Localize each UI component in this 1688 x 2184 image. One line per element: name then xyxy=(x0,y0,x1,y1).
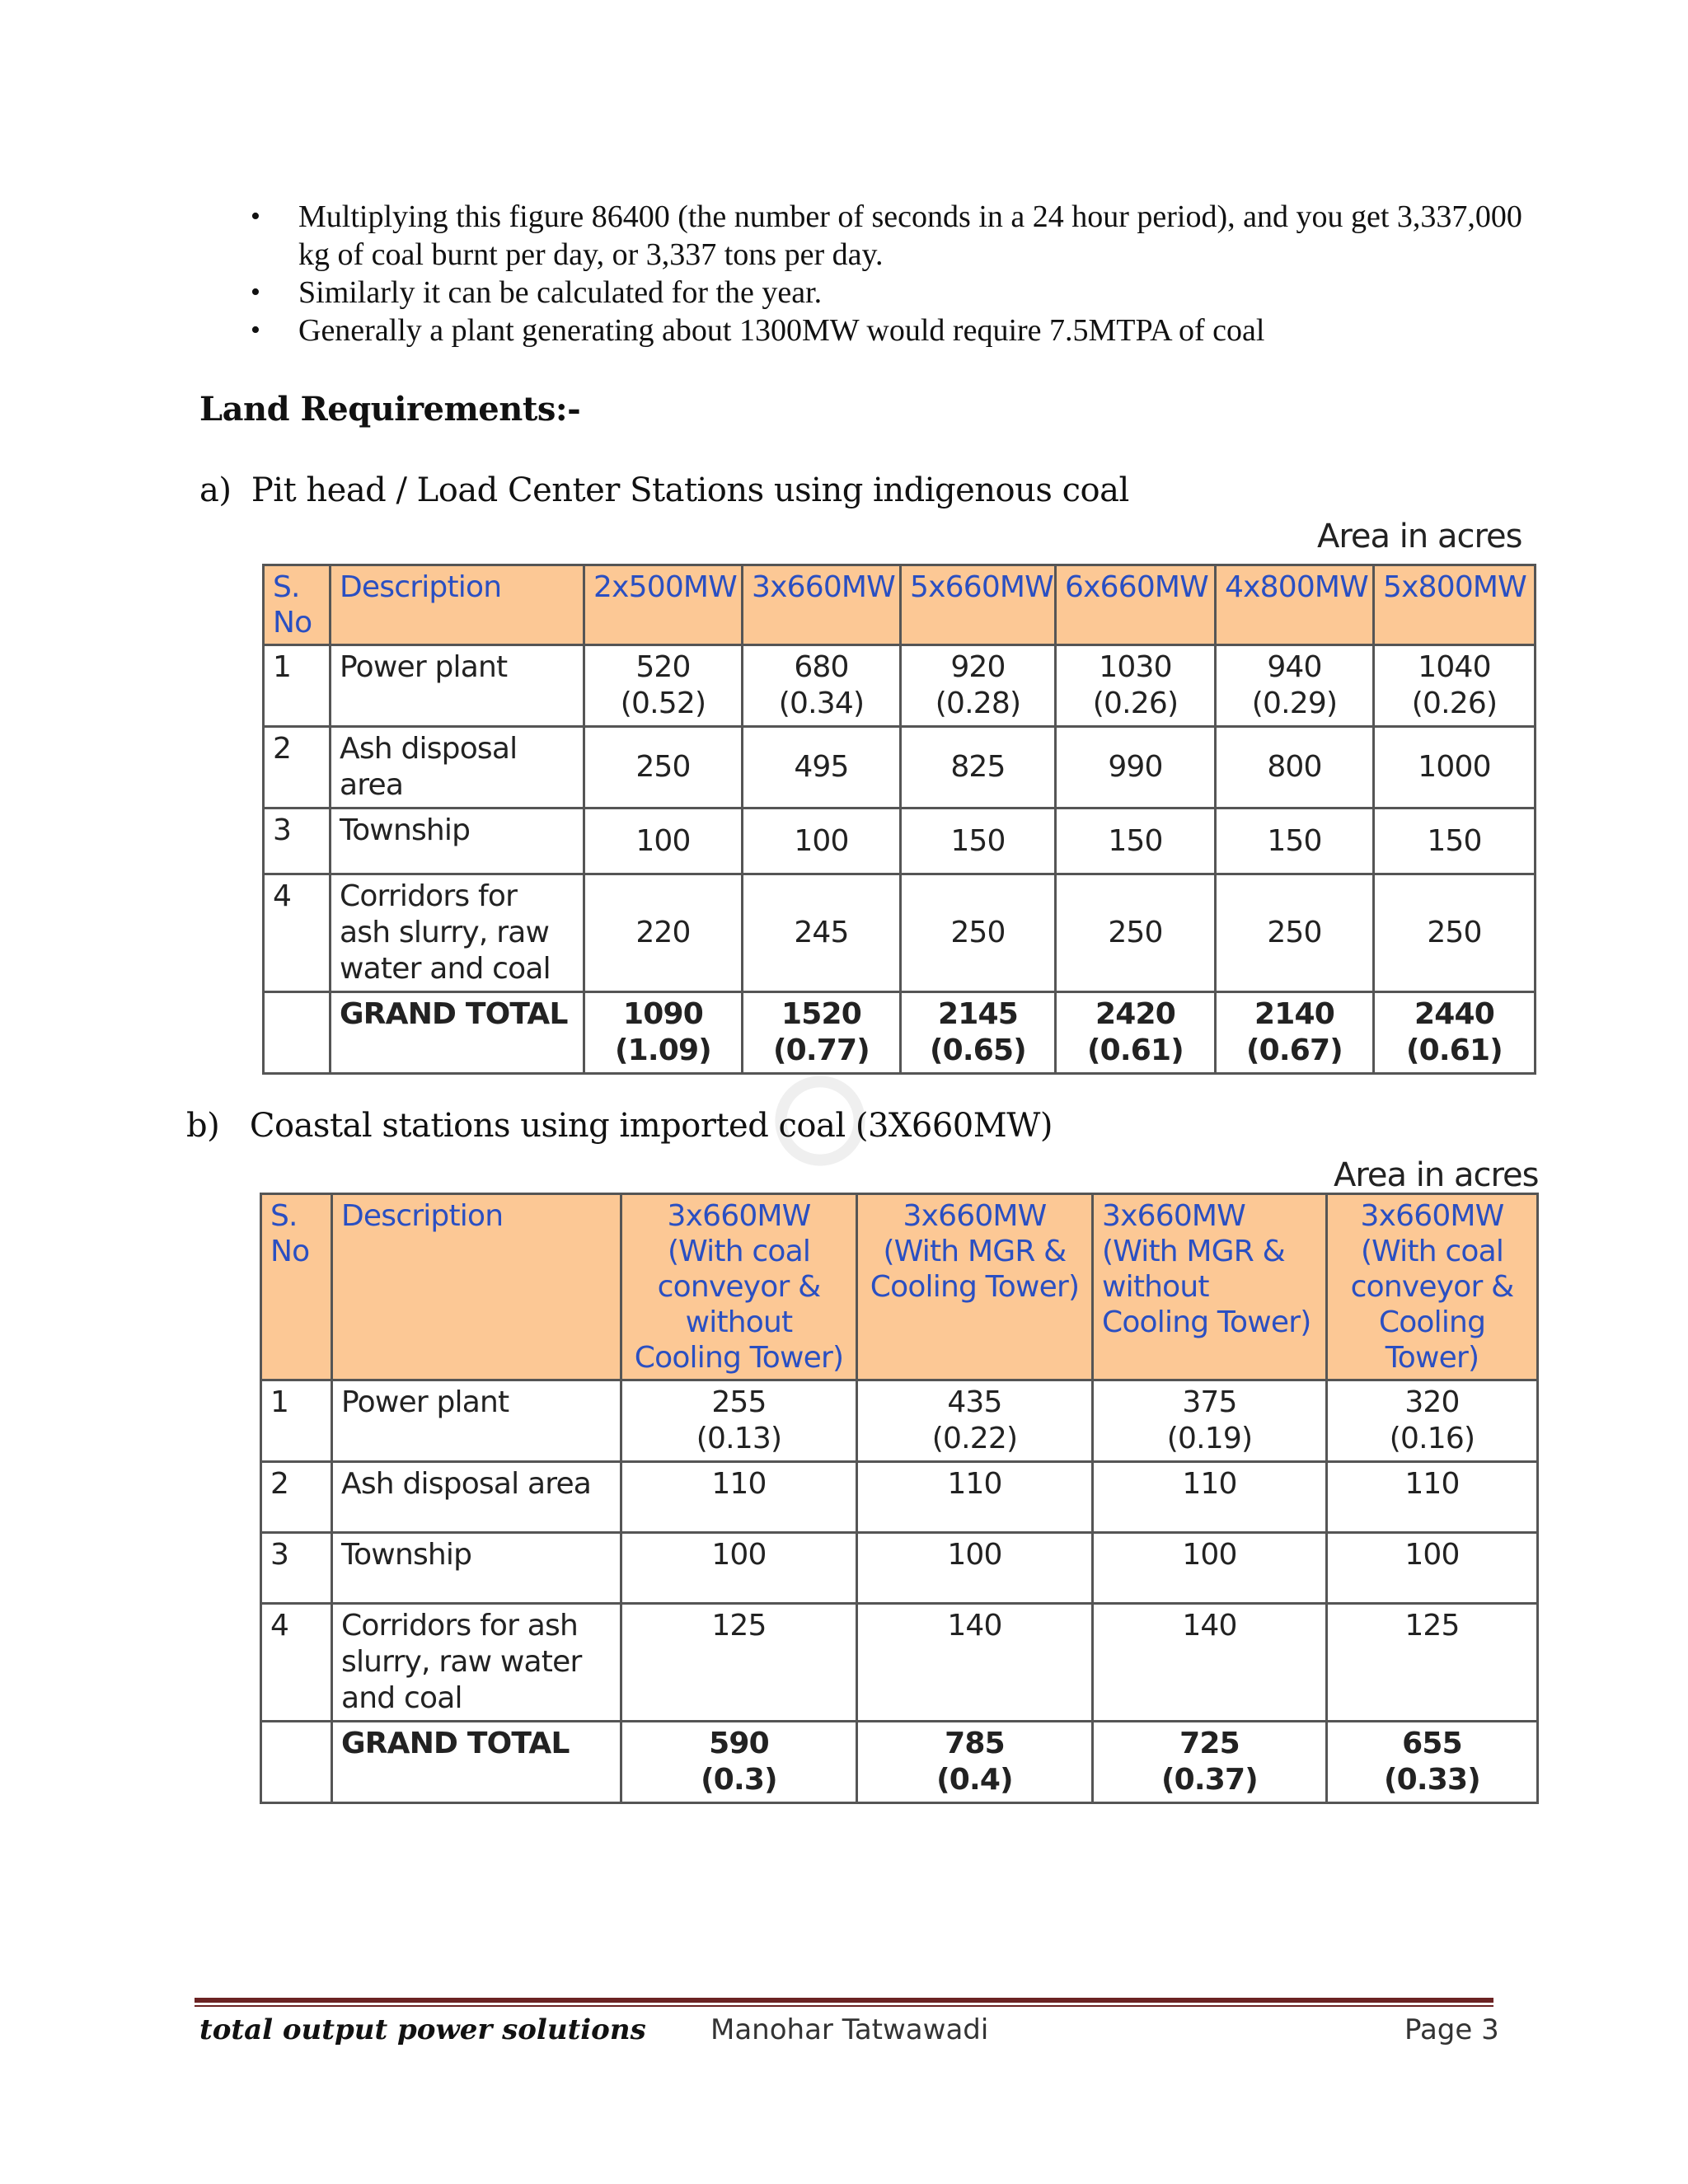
footer-divider xyxy=(195,1998,1493,2003)
area-value: 100 xyxy=(1404,1538,1460,1572)
table-row xyxy=(261,1462,1538,1533)
header-cell: Description xyxy=(331,565,584,645)
header-cell: 3x660MW (With coal conveyor & without Cooling Tower) xyxy=(621,1194,857,1380)
value-cell xyxy=(1216,727,1374,808)
area-value: 375 xyxy=(1182,1385,1237,1419)
value-cell xyxy=(1216,992,1374,1074)
area-value-hectares: (0.28) xyxy=(935,687,1021,720)
header-cell: 2x500MW xyxy=(584,565,743,645)
header-cell: S. No xyxy=(264,565,331,645)
area-value: 725 xyxy=(1179,1727,1240,1760)
area-value: 680 xyxy=(794,650,849,684)
value-cell xyxy=(1093,1722,1327,1803)
bullet-icon: • xyxy=(251,277,260,307)
header-cell: 3x660MW xyxy=(743,565,901,645)
area-value: 110 xyxy=(1182,1467,1237,1501)
value-cell xyxy=(1374,808,1536,874)
table-row xyxy=(264,992,1536,1074)
bullet-icon: • xyxy=(251,315,260,345)
description-cell: Corridors for ash slurry, raw water and coal xyxy=(331,874,584,992)
table-b-body xyxy=(261,1380,1538,1803)
area-value: 110 xyxy=(947,1467,1002,1501)
value-cell xyxy=(901,727,1056,808)
sno-cell: 4 xyxy=(264,874,331,992)
value-cell xyxy=(857,1722,1093,1803)
area-value: 245 xyxy=(794,916,849,949)
area-value-hectares: (0.29) xyxy=(1251,687,1338,720)
area-value: 100 xyxy=(711,1538,767,1572)
area-value-hectares: (0.61) xyxy=(1087,1033,1184,1067)
value-cell xyxy=(1327,1722,1538,1803)
list-item: • Similarly it can be calculated for the year. xyxy=(251,275,823,310)
area-value: 100 xyxy=(1182,1538,1237,1572)
description-cell: Corridors for ash slurry, raw water and coal xyxy=(332,1604,621,1722)
area-value: 140 xyxy=(1182,1609,1237,1643)
area-value: 250 xyxy=(1267,916,1322,949)
area-value: 435 xyxy=(947,1385,1002,1419)
area-value: 250 xyxy=(1427,916,1482,949)
bullet-icon: • xyxy=(251,201,260,232)
table-row xyxy=(261,1722,1538,1803)
area-value: 2420 xyxy=(1095,997,1175,1031)
sno-cell: 3 xyxy=(264,808,331,874)
value-cell xyxy=(1327,1533,1538,1604)
area-value: 1000 xyxy=(1418,750,1491,784)
area-value-hectares: (0.13) xyxy=(696,1422,782,1455)
value-cell xyxy=(621,1380,857,1462)
value-cell xyxy=(901,808,1056,874)
sno-cell xyxy=(264,992,331,1074)
bullet-list xyxy=(239,198,1525,349)
area-value-hectares: (0.61) xyxy=(1406,1033,1503,1067)
description-cell: GRAND TOTAL xyxy=(332,1722,621,1803)
area-value-hectares: (0.37) xyxy=(1161,1763,1258,1797)
value-cell xyxy=(1374,645,1536,727)
area-value: 655 xyxy=(1402,1727,1462,1760)
value-cell xyxy=(1216,645,1374,727)
value-cell xyxy=(1093,1604,1327,1722)
value-cell xyxy=(743,992,901,1074)
area-value: 2440 xyxy=(1414,997,1494,1031)
area-value: 250 xyxy=(1108,916,1163,949)
area-value: 825 xyxy=(950,750,1006,784)
area-value: 2145 xyxy=(938,997,1018,1031)
table-header-row xyxy=(264,565,1536,645)
area-value: 990 xyxy=(1108,750,1163,784)
area-value: 100 xyxy=(947,1538,1002,1572)
area-value: 250 xyxy=(635,750,691,784)
value-cell xyxy=(1327,1380,1538,1462)
table-a-caption xyxy=(199,471,1129,509)
value-cell xyxy=(901,874,1056,992)
area-value: 150 xyxy=(1427,823,1482,858)
value-cell xyxy=(1374,992,1536,1074)
area-value: 100 xyxy=(794,823,849,858)
description-cell: Ash disposal area xyxy=(331,727,584,808)
value-cell xyxy=(1093,1462,1327,1533)
table-b xyxy=(260,1193,1539,1804)
description-cell: Power plant xyxy=(332,1380,621,1462)
header-cell: 5x660MW xyxy=(901,565,1056,645)
value-cell xyxy=(1056,727,1216,808)
area-value-hectares: (0.16) xyxy=(1389,1422,1475,1455)
table-a xyxy=(262,564,1536,1075)
value-cell xyxy=(857,1533,1093,1604)
value-cell xyxy=(584,874,743,992)
header-cell: 3x660MW (With MGR & Cooling Tower) xyxy=(857,1194,1093,1380)
value-cell xyxy=(584,727,743,808)
value-cell xyxy=(743,874,901,992)
table-a-title: Pit head / Load Center Stations using indigenous coal xyxy=(251,471,1129,509)
area-value: 320 xyxy=(1404,1385,1460,1419)
sno-cell: 3 xyxy=(261,1533,332,1604)
value-cell xyxy=(743,727,901,808)
area-value: 150 xyxy=(1108,823,1163,858)
area-value-hectares: (0.4) xyxy=(936,1763,1013,1797)
value-cell xyxy=(621,1533,857,1604)
table-header-row xyxy=(261,1194,1538,1380)
header-cell: 3x660MW (With coal conveyor & Cooling Tower) xyxy=(1327,1194,1538,1380)
area-value: 940 xyxy=(1267,650,1322,684)
area-value-hectares: (0.77) xyxy=(773,1033,870,1067)
area-value-hectares: (0.65) xyxy=(930,1033,1026,1067)
table-b-title: Coastal stations using imported coal (3X660MW) xyxy=(249,1107,1053,1145)
table-row xyxy=(261,1380,1538,1462)
value-cell xyxy=(621,1722,857,1803)
footer-divider-thin xyxy=(195,2005,1493,2007)
footer-author: Manohar Tatwawadi xyxy=(710,2013,989,2046)
area-value: 125 xyxy=(1404,1609,1460,1643)
list-item: • Multiplying this figure 86400 (the number of seconds in a 24 hour period), and you get 3,337,000 kg of coal burnt per day, or 3,337 tons per day. xyxy=(251,199,1522,272)
table-row xyxy=(264,645,1536,727)
description-cell: GRAND TOTAL xyxy=(331,992,584,1074)
sno-cell: 1 xyxy=(264,645,331,727)
value-cell xyxy=(621,1604,857,1722)
table-a-unit-note: Area in acres xyxy=(1317,518,1522,555)
table-row xyxy=(264,727,1536,808)
table-a-marker: a) xyxy=(199,471,232,509)
area-value: 150 xyxy=(950,823,1006,858)
value-cell xyxy=(743,808,901,874)
area-value: 100 xyxy=(635,823,691,858)
table-row xyxy=(261,1533,1538,1604)
header-cell: Description xyxy=(332,1194,621,1380)
area-value: 2140 xyxy=(1254,997,1334,1031)
value-cell xyxy=(584,645,743,727)
value-cell xyxy=(1056,992,1216,1074)
description-cell: Ash disposal area xyxy=(332,1462,621,1533)
value-cell xyxy=(1374,874,1536,992)
table-row xyxy=(264,874,1536,992)
area-value: 110 xyxy=(1404,1467,1460,1501)
area-value-hectares: (0.33) xyxy=(1384,1763,1480,1797)
area-value: 1040 xyxy=(1418,650,1491,684)
sno-cell xyxy=(261,1722,332,1803)
section-heading: Land Requirements:- xyxy=(199,390,581,429)
area-value: 255 xyxy=(711,1385,767,1419)
area-value: 520 xyxy=(635,650,691,684)
area-value-hectares: (0.3) xyxy=(701,1763,777,1797)
value-cell xyxy=(1056,808,1216,874)
value-cell xyxy=(901,992,1056,1074)
table-row xyxy=(264,808,1536,874)
value-cell xyxy=(1056,874,1216,992)
area-value: 140 xyxy=(947,1609,1002,1643)
table-a-body xyxy=(264,645,1536,1074)
header-cell: 6x660MW xyxy=(1056,565,1216,645)
value-cell xyxy=(621,1462,857,1533)
value-cell xyxy=(901,645,1056,727)
area-value-hectares: (1.09) xyxy=(615,1033,711,1067)
footer-company: total output power solutions xyxy=(199,2013,646,2046)
area-value-hectares: (0.26) xyxy=(1092,687,1179,720)
value-cell xyxy=(1327,1604,1538,1722)
header-cell: 3x660MW (With MGR & without Cooling Tower) xyxy=(1093,1194,1327,1380)
area-value: 785 xyxy=(945,1727,1005,1760)
value-cell xyxy=(1374,727,1536,808)
area-value-hectares: (0.67) xyxy=(1246,1033,1343,1067)
value-cell xyxy=(857,1380,1093,1462)
value-cell xyxy=(1216,808,1374,874)
table-b-caption xyxy=(186,1107,1053,1145)
table-b-marker: b) xyxy=(186,1107,220,1145)
sno-cell: 2 xyxy=(261,1462,332,1533)
header-cell: S. No xyxy=(261,1194,332,1380)
area-value: 1090 xyxy=(623,997,703,1031)
area-value: 800 xyxy=(1267,750,1322,784)
area-value-hectares: (0.34) xyxy=(778,687,865,720)
table-b-unit-note: Area in acres xyxy=(1334,1156,1539,1194)
list-item: • Generally a plant generating about 1300MW would require 7.5MTPA of coal xyxy=(251,313,1265,348)
sno-cell: 1 xyxy=(261,1380,332,1462)
area-value: 1520 xyxy=(781,997,861,1031)
header-cell: 4x800MW xyxy=(1216,565,1374,645)
area-value: 125 xyxy=(711,1609,767,1643)
area-value-hectares: (0.22) xyxy=(931,1422,1018,1455)
table-row xyxy=(261,1604,1538,1722)
value-cell xyxy=(1093,1380,1327,1462)
value-cell xyxy=(1056,645,1216,727)
area-value: 495 xyxy=(794,750,849,784)
area-value: 250 xyxy=(950,916,1006,949)
value-cell xyxy=(1093,1533,1327,1604)
description-cell: Township xyxy=(332,1533,621,1604)
area-value: 220 xyxy=(635,916,691,949)
area-value-hectares: (0.19) xyxy=(1166,1422,1253,1455)
description-cell: Power plant xyxy=(331,645,584,727)
header-cell: 5x800MW xyxy=(1374,565,1536,645)
sno-cell: 4 xyxy=(261,1604,332,1722)
area-value: 150 xyxy=(1267,823,1322,858)
value-cell xyxy=(584,992,743,1074)
value-cell xyxy=(1327,1462,1538,1533)
description-cell: Township xyxy=(331,808,584,874)
value-cell xyxy=(857,1604,1093,1722)
value-cell xyxy=(857,1462,1093,1533)
area-value: 920 xyxy=(950,650,1006,684)
value-cell xyxy=(743,645,901,727)
area-value-hectares: (0.26) xyxy=(1411,687,1498,720)
area-value: 590 xyxy=(709,1727,769,1760)
page-number: Page 3 xyxy=(1404,2013,1499,2046)
area-value: 1030 xyxy=(1099,650,1172,684)
value-cell xyxy=(584,808,743,874)
value-cell xyxy=(1216,874,1374,992)
area-value-hectares: (0.52) xyxy=(620,687,706,720)
area-value: 110 xyxy=(711,1467,767,1501)
sno-cell: 2 xyxy=(264,727,331,808)
